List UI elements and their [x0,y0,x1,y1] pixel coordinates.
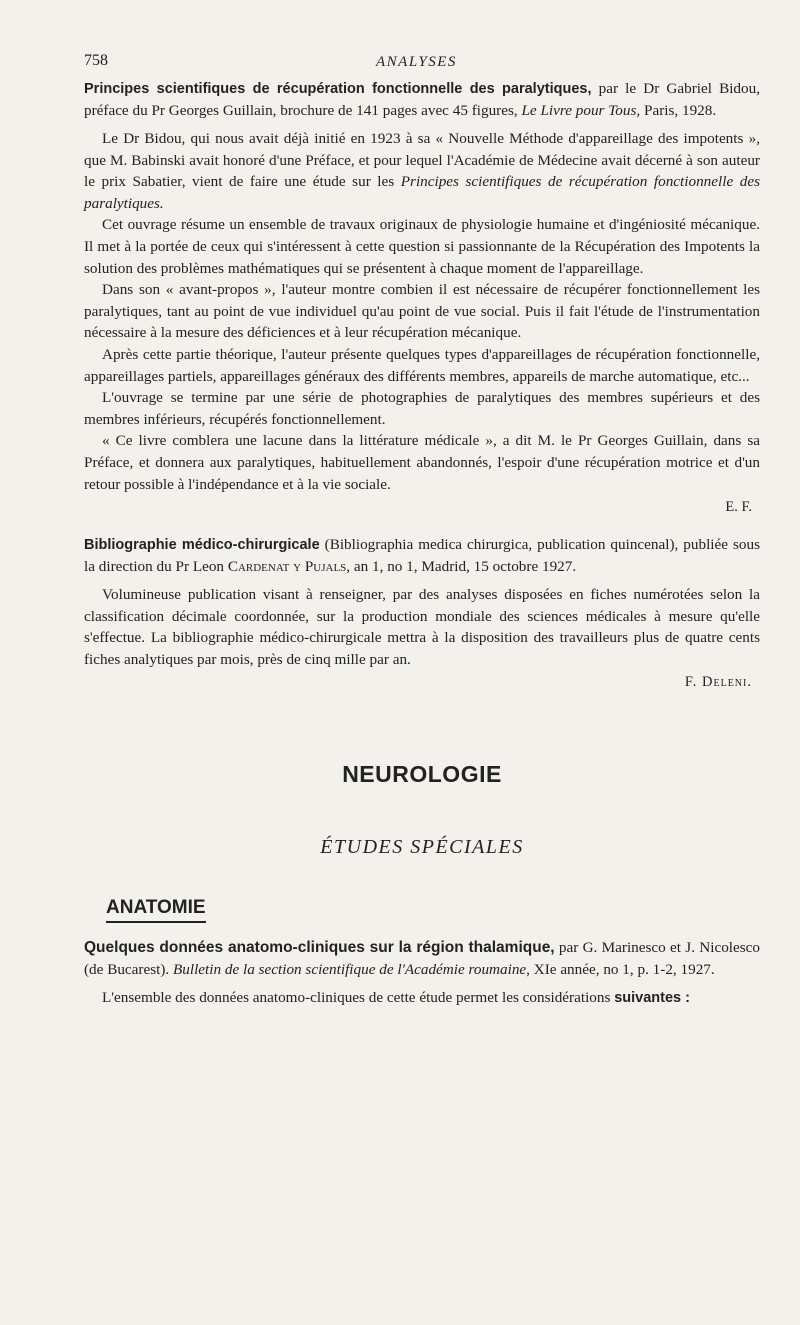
entry-1-ref-end: Paris, 1928. [640,102,717,119]
entry-3-ref-end: XIe année, no 1, p. 1-2, 1927. [529,961,715,979]
review-entry-3 [84,937,760,1010]
entry-2-ref-end: an 1, no 1, Madrid, 15 octobre 1927. [350,558,577,576]
page [84,52,760,1010]
entry-3-p1-end: suivantes : [614,990,690,1007]
entry-1-reference [84,78,760,122]
review-entry-1 [84,78,760,516]
running-title: ANALYSES [376,54,457,70]
entry-1-paragraph-4: Après cette partie théorique, l'auteur présente quelques types d'appareillages de récupération fonctionnelle, appareillages partiels, appareillages généraux des différents membres, appareils de marche automatique, etc... [84,345,760,385]
entry-3-ref-text: par G. Marinesco et J. Nicolesco (de Bucarest). [84,939,761,979]
entry-3-title: Quelques données anatomo-cliniques sur la région thalamique, [84,939,555,957]
entry-1-paragraph-5: L'ouvrage se termine par une série de photographies de paralytiques des membres supérieurs et des membres inférieurs, récupérés fonctionnellement. [84,389,760,428]
entry-1-signature: E. F. [725,499,752,516]
entry-1-paragraph-1 [84,128,760,214]
entry-1-paragraph-2: Cet ouvrage résume un ensemble de travaux originaux de physiologie humaine et d'ingéniosité mécanique. Il met à la portée de ceux qui s'intéressent à cette question si passionnante de la Récupération des Impotents la solution des problèmes mathématiques qui se présentent à chaque moment de l'appareillage. [84,216,760,277]
section-title: NEUROLOGIE [342,761,502,788]
review-entry-2 [84,534,760,691]
subsection-heading-wrap [84,859,760,923]
entry-1-ref-text: par le Dr Gabriel Bidou, préface du Pr Georges Guillain, brochure de 141 pages avec 45 figures, [84,80,760,119]
entry-2-paragraph-1: Volumineuse publication visant à renseigner, par des analyses disposées en fiches numérotées selon la classification décimale coordonnée, sur la production mondiale des sciences médicales à mesure qu'elle s'effectue. La bibliographie médico-chirurgicale mettra à la disposition des travailleurs plus de quatre cents fiches analytiques par mois, près de cinq mille par an. [84,586,760,668]
entry-1-title: Principes scientifiques de récupération fonctionnelle des paralytiques, [84,81,592,97]
entry-3-p1-text: L'ensemble des données anatomo-cliniques de cette étude permet les considérations [102,989,615,1007]
entry-1-ref-italic: Le Livre pour Tous, [521,102,641,119]
entry-2-ref-authors: Cardenat y Pujals, [227,558,351,576]
entry-1-paragraph-6: « Ce livre comblera une lacune dans la littérature médicale », a dit M. le Pr Georges Guillain, dans sa Préface, et donnera aux paralytiques, habituellement abandonnés, l'espoir d'une récupération motrice et d'un retour possible à l'indépendance et à la vie sociale. [84,432,760,493]
entry-1-p1-italic: Principes scientifiques de récupération fonctionnelle des paralytiques. [84,173,760,212]
page-header [84,52,760,78]
page-number: 758 [84,52,108,69]
entry-3-ref-italic: Bulletin de la section scientifique de l'Académie roumaine, [172,961,530,979]
entry-2-reference [84,534,760,578]
entry-3-reference [84,937,760,981]
entry-1-p1-text: Le Dr Bidou, qui nous avait déjà initié en 1923 à sa « Nouvelle Méthode d'appareillage des impotents », que M. Babinski avait honoré d'une Préface, et pour lequel l'Académie de Médecine avait décerné à son auteur le prix Sabatier, vient de faire une étude sur les [84,130,760,191]
entry-3-paragraph-1 [84,987,760,1010]
entry-2-title: Bibliographie médico-chirurgicale [84,537,320,554]
entry-1-paragraph-3: Dans son « avant-propos », l'auteur montre combien il est nécessaire de récupérer fonctionnellement les paralytiques, tant au point de vue individuel qu'au point de vue social. Puis il fait l'étude de l'instrumentation nécessaire à la mesure des déficiences et à leur récupération mécanique. [84,281,760,342]
entry-2-signature: F. Deleni. [684,674,752,691]
entry-2-ref-text: (Bibliographia medica chirurgica, publication quincenal), publiée sous la direction du Pr Leon [84,536,760,576]
subsection-heading: ANATOMIE [106,897,206,923]
section-subtitle: ÉTUDES SPÉCIALES [320,836,524,859]
